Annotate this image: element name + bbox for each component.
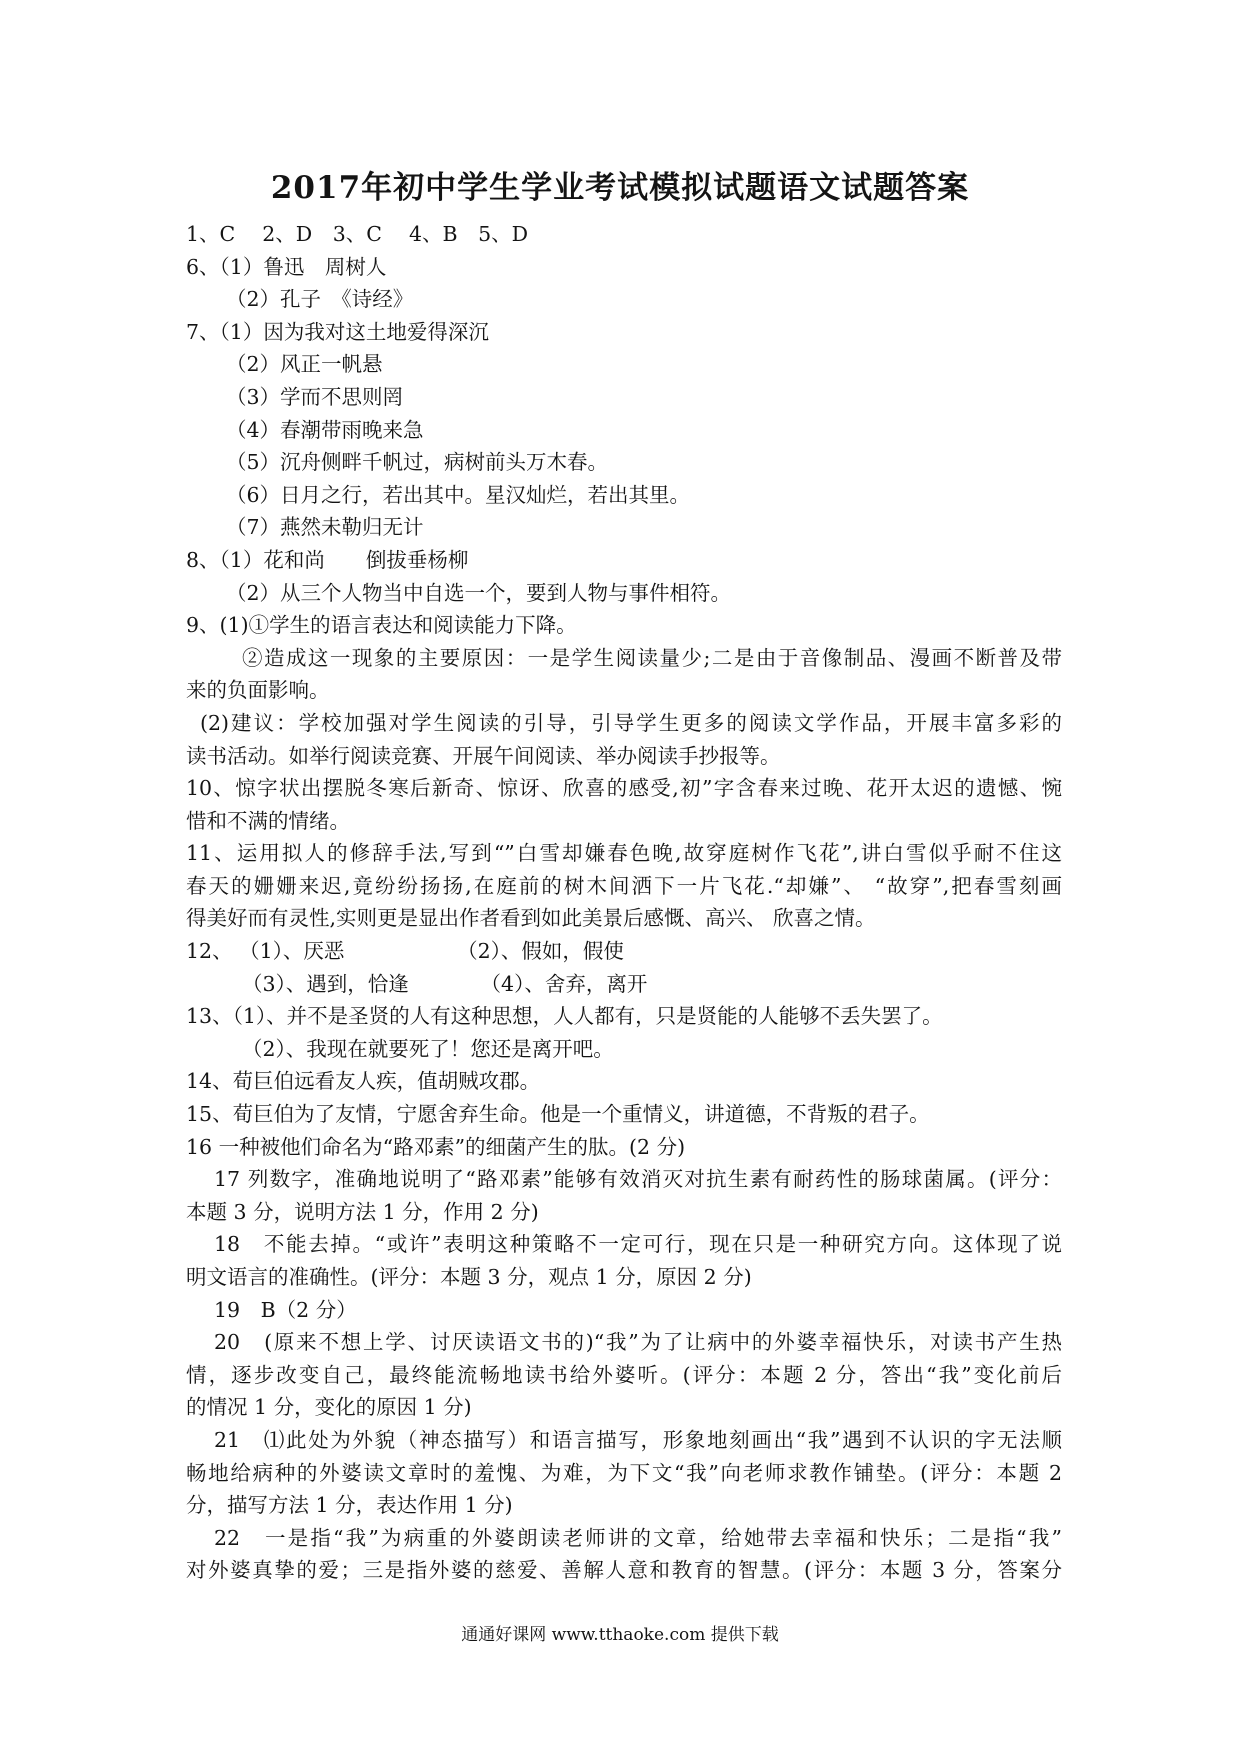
answer-line: （4）春潮带雨晚来急 [226, 417, 424, 442]
answer-body [186, 218, 1062, 1587]
answer-line: 春天的姗姗来迟,竟纷纷扬扬,在庭前的树木间洒下一片飞花.“却嫌”、 “故穿”,把春雪刻画 [186, 873, 1062, 898]
answer-line: 对外婆真挚的爱；三是指外婆的慈爱、善解人意和教育的智慧。(评分：本题 3 分，答案分 [186, 1558, 1062, 1583]
answer-line: （7）燕然未勒归无计 [226, 515, 424, 540]
answer-line: 来的负面影响。 [186, 678, 330, 703]
answer-line: 1、C 2、D 3、C 4、B 5、D [186, 222, 529, 246]
answer-line: （2）风正一帆悬 [226, 352, 383, 377]
answer-line: 的情况 1 分，变化的原因 1 分) [186, 1395, 472, 1420]
answer-line: 9、(1)①学生的语言表达和阅读能力下降。 [186, 613, 577, 638]
answer-line: (2)建议：学校加强对学生阅读的引导，引导学生更多的阅读文学作品，开展丰富多彩的 [200, 710, 1062, 735]
footer-text: 通通好课网 www.tthaoke.com 提供下载 [461, 1625, 779, 1645]
answer-line: 8、（1）花和尚 倒拔垂杨柳 [186, 547, 469, 572]
answer-line: 14、荀巨伯远看友人疾，值胡贼攻郡。 [186, 1069, 541, 1094]
answer-line: 18 不能去掉。“或许”表明这种策略不一定可行，现在只是一种研究方向。这体现了说 [214, 1232, 1062, 1257]
answer-line: 畅地给病种的外婆读文章时的羞愧、为难，为下文“我”向老师求教作铺垫。(评分：本题 2 [186, 1460, 1062, 1485]
answer-line: 21 ⑴此处为外貌（神态描写）和语言描写，形象地刻画出“我”遇到不认识的字无法顺 [214, 1427, 1062, 1452]
answer-line: 明文语言的准确性。(评分：本题 3 分，观点 1 分，原因 2 分) [186, 1265, 752, 1289]
answer-line: （2）从三个人物当中自选一个，要到人物与事件相符。 [226, 580, 732, 605]
answer-line: 16 一种被他们命名为“路邓素”的细菌产生的肽。(2 分) [186, 1134, 686, 1159]
answer-line: 19 B（2 分） [214, 1297, 357, 1322]
answer-line: 11、运用拟人的修辞手法,写到“”白雪却嫌春色晚,故穿庭树作飞花”,讲白雪似乎耐不住这 [186, 841, 1062, 866]
answer-line: 10、惊字状出摆脱冬寒后新奇、惊讶、欣喜的感受,初”字含春来过晚、花开太迟的遗憾、惋 [186, 776, 1062, 801]
answer-line: 13、（1）、并不是圣贤的人有这种思想，人人都有，只是贤能的人能够不丢失罢了。 [186, 1004, 943, 1029]
answer-line: 分，描写方法 1 分，表达作用 1 分) [186, 1493, 513, 1518]
answer-line: 得美好而有灵性,实则更是显出作者看到如此美景后感慨、高兴、 欣喜之情。 [186, 906, 876, 931]
answer-line: ②造成这一现象的主要原因：一是学生阅读量少;二是由于音像制品、漫画不断普及带 [242, 645, 1062, 670]
answer-line: 22 一是指“我”为病重的外婆朗读老师讲的文章，给她带去幸福和快乐；二是指“我” [214, 1525, 1062, 1550]
answer-line: （3）、遇到，恰逢 （4）、舍弃，离开 [242, 971, 648, 996]
answer-line: （2）、我现在就要死了！您还是离开吧。 [242, 1036, 614, 1061]
answer-line: （6）日月之行，若出其中。星汉灿烂，若出其里。 [226, 482, 691, 507]
answer-line: （3）学而不思则罔 [226, 384, 404, 409]
answer-line: 本题 3 分，说明方法 1 分，作用 2 分) [186, 1199, 539, 1224]
answer-line: 20 (原来不想上学、讨厌读语文书的)“我”为了让病中的外婆幸福快乐，对读书产生热 [214, 1330, 1062, 1355]
answer-line: 6、（1）鲁迅 周树人 [186, 254, 387, 279]
answer-line: 12、 （1）、厌恶 （2）、假如，假使 [186, 939, 624, 964]
answer-line: 惜和不满的情绪。 [186, 808, 350, 833]
answer-line: 情，逐步改变自己，最终能流畅地读书给外婆听。(评分：本题 2 分，答出“我”变化前后 [186, 1362, 1062, 1387]
page-title: 2017年初中学生学业考试模拟试题语文试题答案 [270, 170, 970, 206]
answer-line: 17 列数字，准确地说明了“路邓素”能够有效消灭对抗生素有耐药性的肠球菌属。(评分： [214, 1167, 1062, 1192]
answer-line: （2）孔子 《诗经》 [226, 287, 414, 312]
answer-line: （5）沉舟侧畔千帆过，病树前头万木春。 [226, 450, 609, 475]
answer-line: 7、（1）因为我对这土地爱得深沉 [186, 319, 489, 344]
answer-line: 15、荀巨伯为了友情，宁愿舍弃生命。他是一个重情义，讲道德，不背叛的君子。 [186, 1102, 930, 1127]
answer-line: 读书活动。如举行阅读竞赛、开展午间阅读、举办阅读手抄报等。 [186, 743, 781, 768]
